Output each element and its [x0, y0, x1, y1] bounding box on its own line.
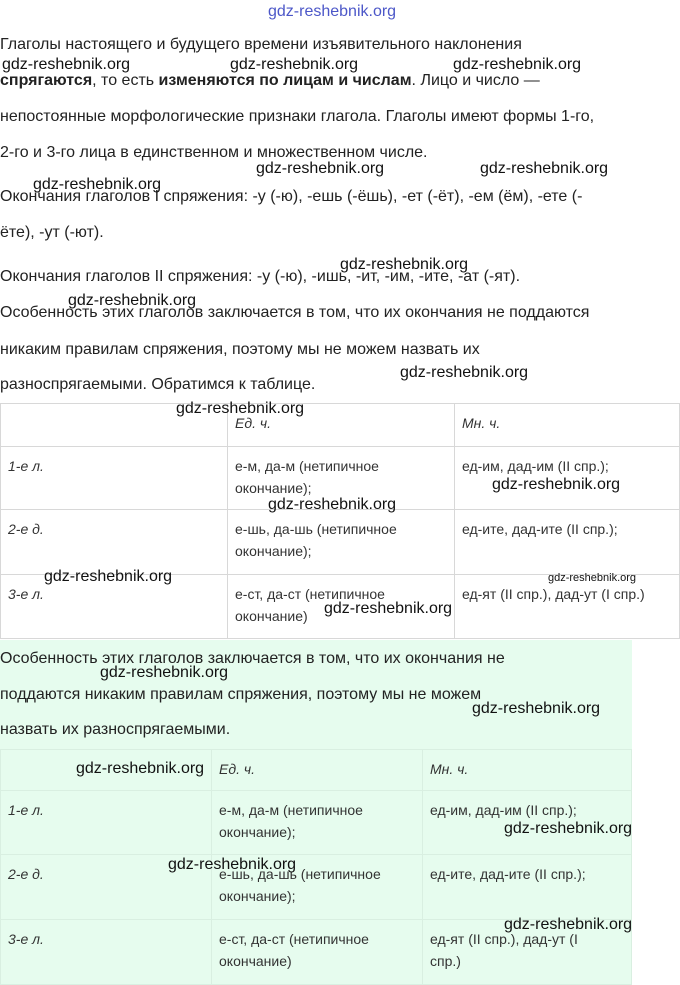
- paragraph-4-line-2: никаким правилам спряжения, поэтому мы не можем назвать их: [0, 341, 480, 358]
- cell-line: е-шь, да-шь (нетипичное: [235, 521, 397, 537]
- paragraph-1-line-3: непостоянные морфологические признаки глагола. Глаголы имеют формы 1-го,: [0, 108, 595, 125]
- row-label: 1-е л.: [1, 791, 212, 855]
- watermark: gdz-reshebnik.org: [472, 700, 601, 717]
- cell-line: ед-ят (II спр.), дад-ут (I спр.): [462, 586, 645, 602]
- watermark: gdz-reshebnik.org: [256, 160, 385, 177]
- paragraph-2-line-1: Окончания глаголов I спряжения: -у (-ю), -ешь (-ёшь), -ет (-ёт), -ем (ём), -ете (-: [0, 188, 583, 205]
- watermark: gdz-reshebnik.org: [504, 916, 633, 933]
- cell-line: е-м, да-м (нетипичное: [235, 458, 379, 474]
- table-row: [1, 855, 632, 920]
- cell-line: окончание);: [219, 824, 296, 840]
- watermark: gdz-reshebnik.org: [400, 364, 529, 381]
- cell-line: ед-ят (II спр.), дад-ут (I: [430, 931, 578, 947]
- cell-line: е-шь, да-шь (нетипичное: [219, 866, 381, 882]
- watermark: gdz-reshebnik.org: [453, 56, 582, 73]
- row-label: 2-е д.: [1, 510, 228, 575]
- watermark: gdz-reshebnik.org: [548, 572, 637, 584]
- conjugation-table-2: [0, 749, 632, 985]
- bold-term-conjugate: спрягаются: [0, 72, 93, 89]
- paragraph-4-line-1: Особенность этих глаголов заключается в том, что их окончания не поддаются: [0, 304, 590, 321]
- paragraph-5-line-3: назвать их разноспрягаемыми.: [0, 721, 231, 738]
- table-header-singular: Ед. ч.: [228, 404, 455, 447]
- cell-line: ед-ите, дад-ите (II спр.);: [462, 521, 618, 537]
- cell-line: ед-ите, дад-ите (II спр.);: [430, 866, 586, 882]
- watermark: gdz-reshebnik.org: [176, 400, 305, 417]
- cell-line: е-ст, да-ст (нетипичное: [219, 931, 369, 947]
- paragraph-1-line-4: 2-го и 3-го лица в единственном и множественном числе.: [0, 144, 428, 161]
- cell-line: окончание);: [235, 543, 312, 559]
- cell-line: е-м, да-м (нетипичное: [219, 802, 363, 818]
- cell-singular: [212, 791, 423, 855]
- watermark: gdz-reshebnik.org: [268, 496, 397, 513]
- cell-line: спр.): [430, 953, 461, 969]
- watermark: gdz-reshebnik.org: [76, 760, 205, 777]
- cell-singular: [212, 920, 423, 985]
- bold-term-change: изменяются по лицам и числам: [158, 72, 412, 89]
- paragraph-4-line-3: разноспрягаемыми. Обратимся к таблице.: [0, 376, 316, 393]
- cell-singular: [228, 510, 455, 575]
- text-span: , то есть: [92, 72, 159, 89]
- row-label: 2-е д.: [1, 855, 212, 920]
- watermark: gdz-reshebnik.org: [68, 292, 197, 309]
- watermark: gdz-reshebnik.org: [44, 568, 173, 585]
- row-label: 1-е л.: [1, 447, 228, 510]
- row-label: 3-е л.: [1, 920, 212, 985]
- paragraph-5-line-2: поддаются никаким правилам спряжения, поэтому мы не можем: [0, 686, 482, 703]
- watermark: gdz-reshebnik.org: [480, 160, 609, 177]
- cell-plural: [423, 855, 632, 920]
- table-header-plural: Мн. ч.: [423, 750, 632, 791]
- watermark: gdz-reshebnik.org: [492, 476, 621, 493]
- watermark: gdz-reshebnik.org: [340, 256, 469, 273]
- table-header-singular: Ед. ч.: [212, 750, 423, 791]
- watermark-top: gdz-reshebnik.org: [268, 3, 397, 20]
- watermark: gdz-reshebnik.org: [324, 600, 453, 617]
- watermark: gdz-reshebnik.org: [168, 856, 297, 873]
- watermark: gdz-reshebnik.org: [230, 56, 359, 73]
- cell-plural: [455, 575, 680, 639]
- cell-line: окончание);: [219, 888, 296, 904]
- cell-plural: [455, 510, 680, 575]
- paragraph-1-line-1: Глаголы настоящего и будущего времени изъявительного наклонения: [0, 36, 522, 53]
- paragraph-1-line-2: [0, 72, 540, 90]
- cell-line: е-ст, да-ст (нетипичное: [235, 586, 385, 602]
- text-span: . Лицо и число —: [411, 72, 540, 89]
- watermark: gdz-reshebnik.org: [33, 176, 162, 193]
- table-row: [1, 510, 680, 575]
- watermark: gdz-reshebnik.org: [100, 664, 229, 681]
- cell-line: окончание): [235, 608, 308, 624]
- table-header-plural: Мн. ч.: [455, 404, 680, 447]
- paragraph-2-line-2: ёте), -ут (-ют).: [0, 224, 104, 241]
- watermark: gdz-reshebnik.org: [504, 820, 633, 837]
- cell-line: окончание): [219, 953, 292, 969]
- cell-line: окончание);: [235, 480, 312, 496]
- cell-line: ед-им, дад-им (II спр.);: [430, 802, 577, 818]
- row-label: 3-е л.: [1, 575, 228, 639]
- watermark: gdz-reshebnik.org: [2, 56, 131, 73]
- cell-line: ед-им, дад-им (II спр.);: [462, 458, 609, 474]
- paragraph-5-line-1: Особенность этих глаголов заключается в том, что их окончания не: [0, 650, 505, 667]
- paragraph-3: Окончания глаголов II спряжения: -у (-ю), -ишь, -ит, -им, -ите, -ат (-ят).: [0, 268, 521, 285]
